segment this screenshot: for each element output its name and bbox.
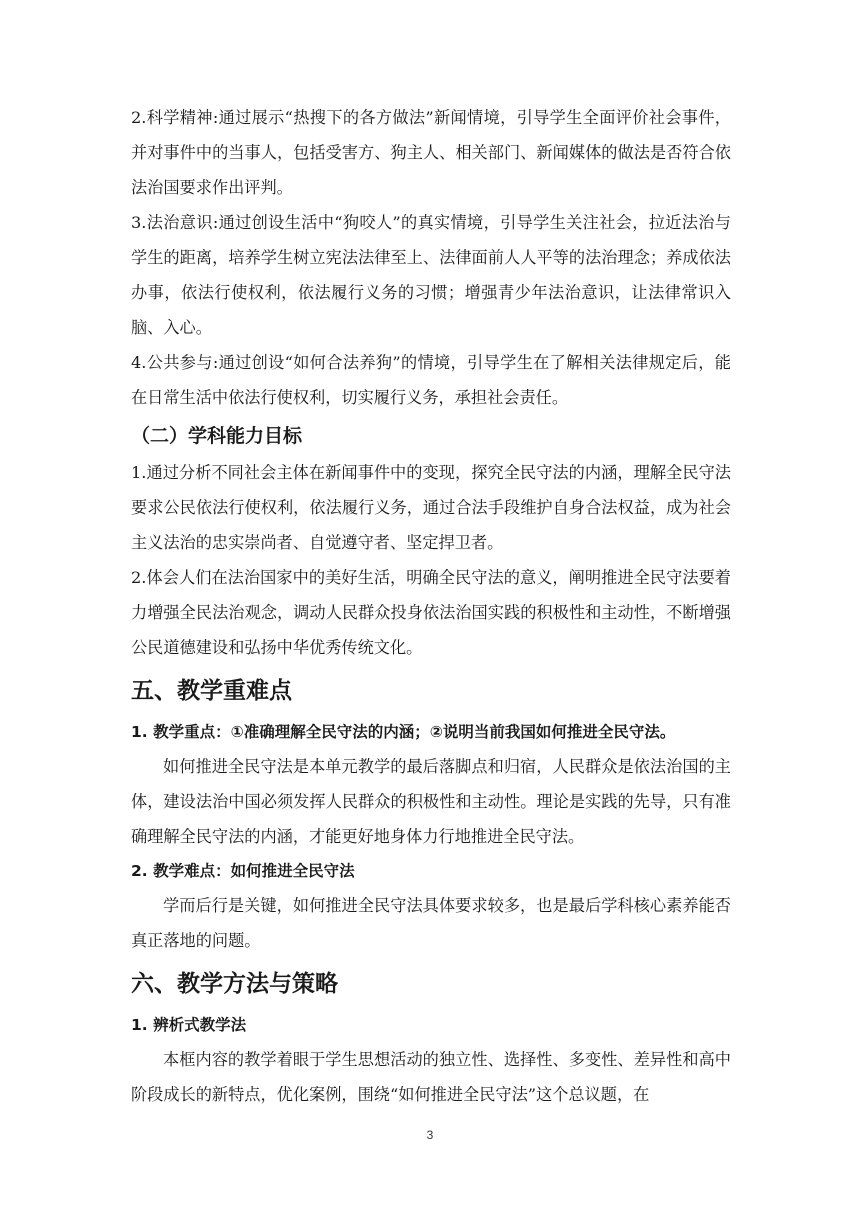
paragraph-ability-1: 1.通过分析不同社会主体在新闻事件中的变现，探究全民守法的内涵，理解全民守法要求公民依法行使权利，依法履行义务，通过合法手段维护自身合法权益，成为社会主义法治的忠实崇尚者、自觉遵守者、坚定捍卫者。 xyxy=(131,463,731,552)
paragraph-science-spirit: 2.科学精神:通过展示“热搜下的各方做法”新闻情境，引导学生全面评价社会事件，并对事件中的当事人，包括受害方、狗主人、相关部门、新闻媒体的做法是否符合依法治国要求作出评判。 xyxy=(131,108,731,197)
page-number: 3 xyxy=(426,1128,434,1142)
paragraph-rule-of-law-awareness: 3.法治意识:通过创设生活中“狗咬人”的真实情境，引导学生关注社会，拉近法治与学生的距离，培养学生树立宪法法律至上、法律面前人人平等的法治理念；养成依法办事，依法行使权利，依法履行义务的习惯；增强青少年法治意识，让法律常识入脑、入心。 xyxy=(131,213,731,337)
paragraph-method: 本框内容的教学着眼于学生思想活动的独立性、选择性、多变性、差异性和高中阶段成长的新特点，优化案例，围绕“如何推进全民守法”这个总议题，在 xyxy=(131,1050,731,1104)
subheading-difficult-point: 2. 教学难点：如何推进全民守法 xyxy=(131,862,355,880)
paragraph-ability-2: 2.体会人们在法治国家中的美好生活，明确全民守法的意义，阐明推进全民守法要着力增强全民法治观念，调动人民群众投身依法治国实践的积极性和主动性，不断增强公民道德建设和弘扬中华优秀传统文化。 xyxy=(131,568,731,657)
heading-key-difficult-points: 五、教学重难点 xyxy=(131,678,292,704)
page-content xyxy=(131,100,731,1112)
paragraph-difficult-point: 学而后行是关键，如何推进全民守法具体要求较多，也是最后学科核心素养能否真正落地的问题。 xyxy=(131,896,731,950)
paragraph-public-participation: 4.公共参与:通过创设“如何合法养狗”的情境，引导学生在了解相关法律规定后，能在日常生活中依法行使权利，切实履行义务，承担社会责任。 xyxy=(131,353,731,407)
heading-methods-strategies: 六、教学方法与策略 xyxy=(131,971,338,997)
paragraph-key-point: 如何推进全民守法是本单元教学的最后落脚点和归宿，人民群众是依法治国的主体，建设法治中国必须发挥人民群众的积极性和主动性。理论是实践的先导，只有准确理解全民守法的内涵，才能更好地身体力行地推进全民守法。 xyxy=(131,757,731,846)
subheading-key-point: 1. 教学重点：①准确理解全民守法的内涵；②说明当前我国如何推进全民守法。 xyxy=(131,723,676,741)
subheading-method: 1. 辨析式教学法 xyxy=(131,1016,247,1034)
heading-ability-goals: （二）学科能力目标 xyxy=(131,425,303,447)
